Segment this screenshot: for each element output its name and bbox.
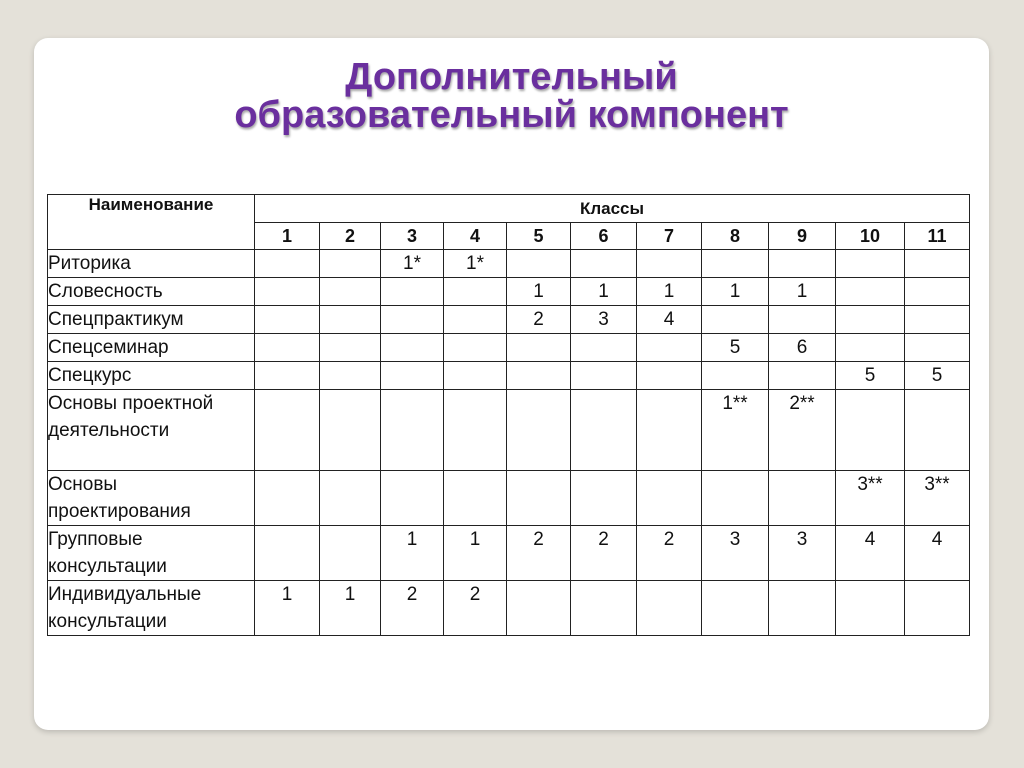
hours-cell: 3: [571, 306, 637, 334]
table-row: [48, 334, 970, 362]
hours-cell: [507, 581, 571, 636]
hours-cell: 6: [769, 334, 836, 362]
hours-cell: [702, 471, 769, 526]
hours-cell: 5: [702, 334, 769, 362]
hours-cell: [836, 390, 905, 471]
hours-cell: [255, 526, 320, 581]
row-name: Риторика: [48, 250, 255, 278]
hours-cell: [255, 250, 320, 278]
hours-cell: [320, 390, 381, 471]
hours-cell: 3: [769, 526, 836, 581]
hours-cell: [769, 471, 836, 526]
hours-cell: [571, 390, 637, 471]
hours-cell: [255, 390, 320, 471]
classes-header: Классы: [255, 195, 970, 223]
hours-cell: [444, 390, 507, 471]
hours-cell: [637, 334, 702, 362]
hours-cell: [769, 362, 836, 390]
hours-cell: [320, 250, 381, 278]
hours-cell: [637, 362, 702, 390]
slide-title: [34, 58, 989, 134]
table-row: [48, 278, 970, 306]
grade-header: 5: [507, 223, 571, 250]
hours-cell: 1: [381, 526, 444, 581]
hours-cell: [637, 471, 702, 526]
hours-cell: 3**: [836, 471, 905, 526]
hours-cell: [905, 278, 970, 306]
hours-cell: [702, 581, 769, 636]
name-column-header: Наименование: [48, 195, 255, 250]
hours-cell: [255, 278, 320, 306]
hours-cell: [836, 306, 905, 334]
hours-cell: [571, 581, 637, 636]
hours-cell: [702, 362, 769, 390]
hours-cell: [381, 306, 444, 334]
hours-cell: [320, 526, 381, 581]
hours-cell: 3: [702, 526, 769, 581]
hours-cell: [381, 471, 444, 526]
hours-cell: [836, 278, 905, 306]
hours-cell: [320, 362, 381, 390]
hours-cell: [637, 250, 702, 278]
hours-cell: [836, 250, 905, 278]
hours-cell: 5: [836, 362, 905, 390]
table-row: [48, 250, 970, 278]
hours-cell: 2: [381, 581, 444, 636]
hours-cell: [507, 390, 571, 471]
hours-cell: [444, 471, 507, 526]
hours-cell: [637, 390, 702, 471]
hours-cell: [381, 278, 444, 306]
table-row: [48, 390, 970, 471]
hours-cell: [905, 306, 970, 334]
table-row: [48, 362, 970, 390]
hours-cell: [320, 278, 381, 306]
hours-cell: 2: [571, 526, 637, 581]
hours-cell: [381, 362, 444, 390]
hours-cell: [320, 306, 381, 334]
hours-cell: 2: [507, 306, 571, 334]
curriculum-table: [47, 194, 970, 636]
hours-cell: [381, 334, 444, 362]
hours-cell: 2: [444, 581, 507, 636]
row-name: Спецпрактикум: [48, 306, 255, 334]
slide: [34, 38, 989, 730]
hours-cell: 1: [444, 526, 507, 581]
grade-header: 8: [702, 223, 769, 250]
grade-header: 1: [255, 223, 320, 250]
hours-cell: 2: [507, 526, 571, 581]
hours-cell: [905, 581, 970, 636]
hours-cell: [507, 471, 571, 526]
hours-cell: [905, 390, 970, 471]
row-name: Основы проектной деятельности: [48, 390, 255, 471]
hours-cell: 4: [637, 306, 702, 334]
hours-cell: 1: [320, 581, 381, 636]
table-row: [48, 526, 970, 581]
hours-cell: [769, 250, 836, 278]
hours-cell: 1: [571, 278, 637, 306]
row-name: Спецкурс: [48, 362, 255, 390]
hours-cell: [769, 581, 836, 636]
hours-cell: [571, 362, 637, 390]
row-name: Спецсеминар: [48, 334, 255, 362]
table-row: [48, 306, 970, 334]
title-line-2: образовательный компонент: [234, 94, 789, 136]
hours-cell: [507, 362, 571, 390]
hours-cell: 1: [255, 581, 320, 636]
hours-cell: 3**: [905, 471, 970, 526]
hours-cell: [905, 250, 970, 278]
hours-cell: [255, 306, 320, 334]
hours-cell: 2**: [769, 390, 836, 471]
row-name: Индивидуальные консультации: [48, 581, 255, 636]
grade-header: 9: [769, 223, 836, 250]
hours-cell: [255, 362, 320, 390]
hours-cell: [255, 334, 320, 362]
hours-cell: 1**: [702, 390, 769, 471]
hours-cell: [381, 390, 444, 471]
hours-cell: 2: [637, 526, 702, 581]
row-name: Словесность: [48, 278, 255, 306]
grade-header: 10: [836, 223, 905, 250]
hours-cell: 1: [637, 278, 702, 306]
hours-cell: [444, 362, 507, 390]
hours-cell: 4: [836, 526, 905, 581]
hours-cell: [836, 581, 905, 636]
hours-cell: 1: [507, 278, 571, 306]
hours-cell: [444, 334, 507, 362]
table-body: [48, 250, 970, 636]
grade-header: 4: [444, 223, 507, 250]
hours-cell: [320, 334, 381, 362]
grade-header: 6: [571, 223, 637, 250]
hours-cell: [507, 250, 571, 278]
hours-cell: 5: [905, 362, 970, 390]
hours-cell: [769, 306, 836, 334]
hours-cell: [571, 471, 637, 526]
row-name: Групповые консультации: [48, 526, 255, 581]
hours-cell: 4: [905, 526, 970, 581]
hours-cell: [444, 306, 507, 334]
hours-cell: [571, 250, 637, 278]
hours-cell: [836, 334, 905, 362]
grade-header: 7: [637, 223, 702, 250]
grade-header: 11: [905, 223, 970, 250]
hours-cell: [255, 471, 320, 526]
table-row: [48, 471, 970, 526]
hours-cell: [637, 581, 702, 636]
hours-cell: [320, 471, 381, 526]
hours-cell: [507, 334, 571, 362]
hours-cell: [444, 278, 507, 306]
hours-cell: [702, 306, 769, 334]
row-name: Основы проектирования: [48, 471, 255, 526]
table-row: [48, 581, 970, 636]
hours-cell: 1*: [381, 250, 444, 278]
hours-cell: [905, 334, 970, 362]
hours-cell: [571, 334, 637, 362]
hours-cell: 1: [702, 278, 769, 306]
grade-header: 3: [381, 223, 444, 250]
hours-cell: 1: [769, 278, 836, 306]
hours-cell: [702, 250, 769, 278]
title-line-1: Дополнительный: [345, 56, 678, 98]
hours-cell: 1*: [444, 250, 507, 278]
grade-header: 2: [320, 223, 381, 250]
